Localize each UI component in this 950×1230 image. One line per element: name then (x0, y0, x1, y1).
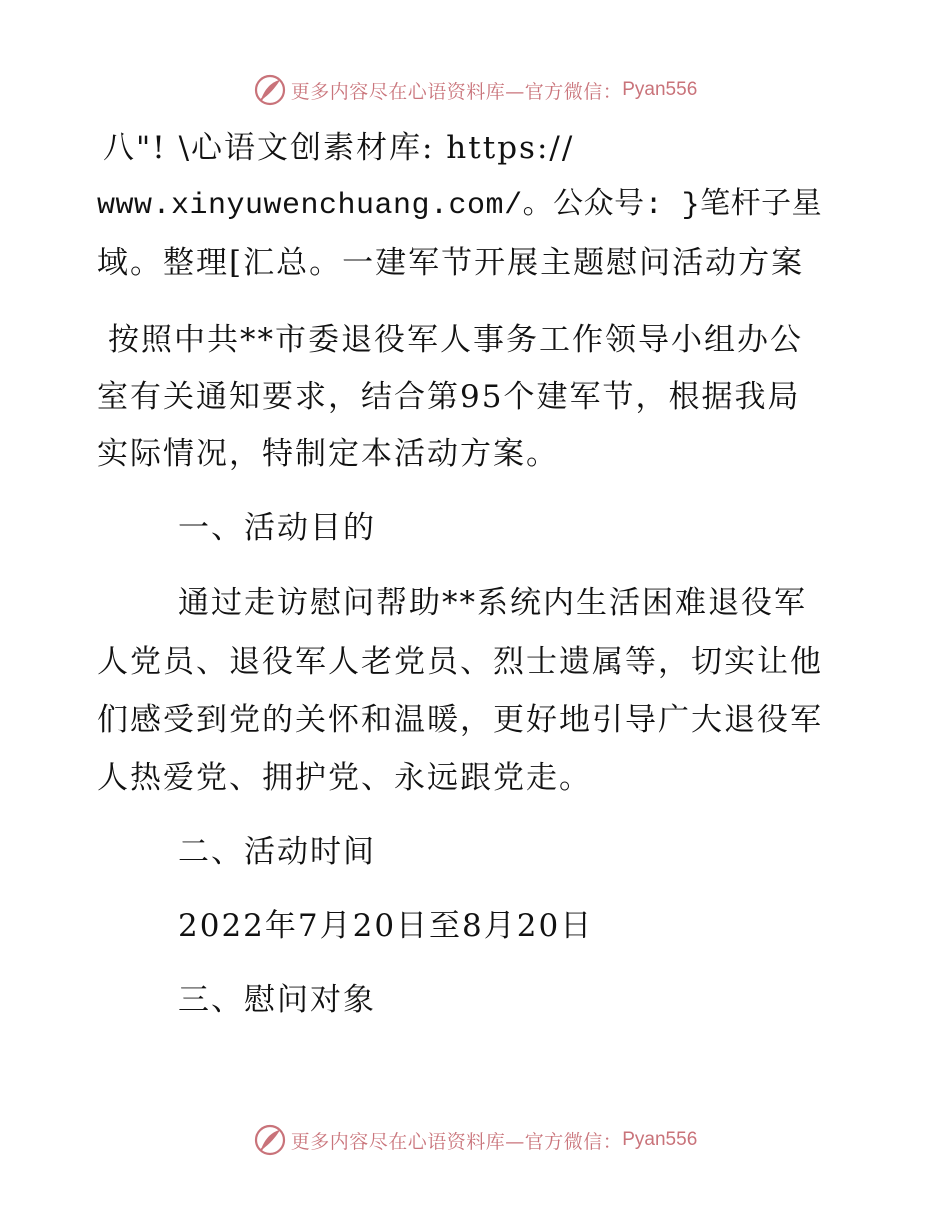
doc-line-5: 室有关通知要求，结合第95个建军节，根据我局 (97, 379, 801, 415)
watermark-banner-bottom (0, 1120, 950, 1160)
section-heading-time: 二、活动时间 (178, 834, 376, 870)
activity-date-range: 2022年7月20日至8月20日 (178, 908, 594, 944)
doc-line-4: 按照中共**市委退役军人事务工作领导小组办公 (108, 322, 803, 358)
doc-line-3: 域。整理[汇总。一建军节开展主题慰问活动方案 (97, 245, 805, 281)
doc-line-6: 实际情况，特制定本活动方案。 (97, 436, 559, 472)
watermark-banner-top (0, 70, 950, 110)
watermark-wechat-id: Pyan556 (622, 79, 698, 100)
section-heading-targets: 三、慰问对象 (178, 982, 376, 1018)
feather-pen-icon (253, 73, 287, 107)
watermark-text: 更多内容尽在心语资料库—官方微信： (290, 80, 623, 103)
doc-line-1: 八"! \心语文创素材库: https:// (103, 130, 575, 166)
doc-line-9: 人党员、退役军人老党员、烈士遗属等，切实让他 (97, 644, 823, 680)
doc-line-11: 人热爱党、拥护党、永远跟党走。 (97, 760, 592, 796)
doc-line-2: www.xinyuwenchuang.com/。公众号: }笔杆子星 (97, 189, 823, 223)
feather-pen-icon (253, 1123, 287, 1157)
section-heading-purpose: 一、活动目的 (178, 510, 376, 546)
watermark-wechat-id: Pyan556 (622, 1129, 698, 1150)
doc-line-10: 们感受到党的关怀和温暖，更好地引导广大退役军 (97, 702, 823, 738)
doc-line-8: 通过走访慰问帮助**系统内生活困难退役军 (178, 585, 807, 621)
watermark-text: 更多内容尽在心语资料库—官方微信： (290, 1130, 623, 1153)
